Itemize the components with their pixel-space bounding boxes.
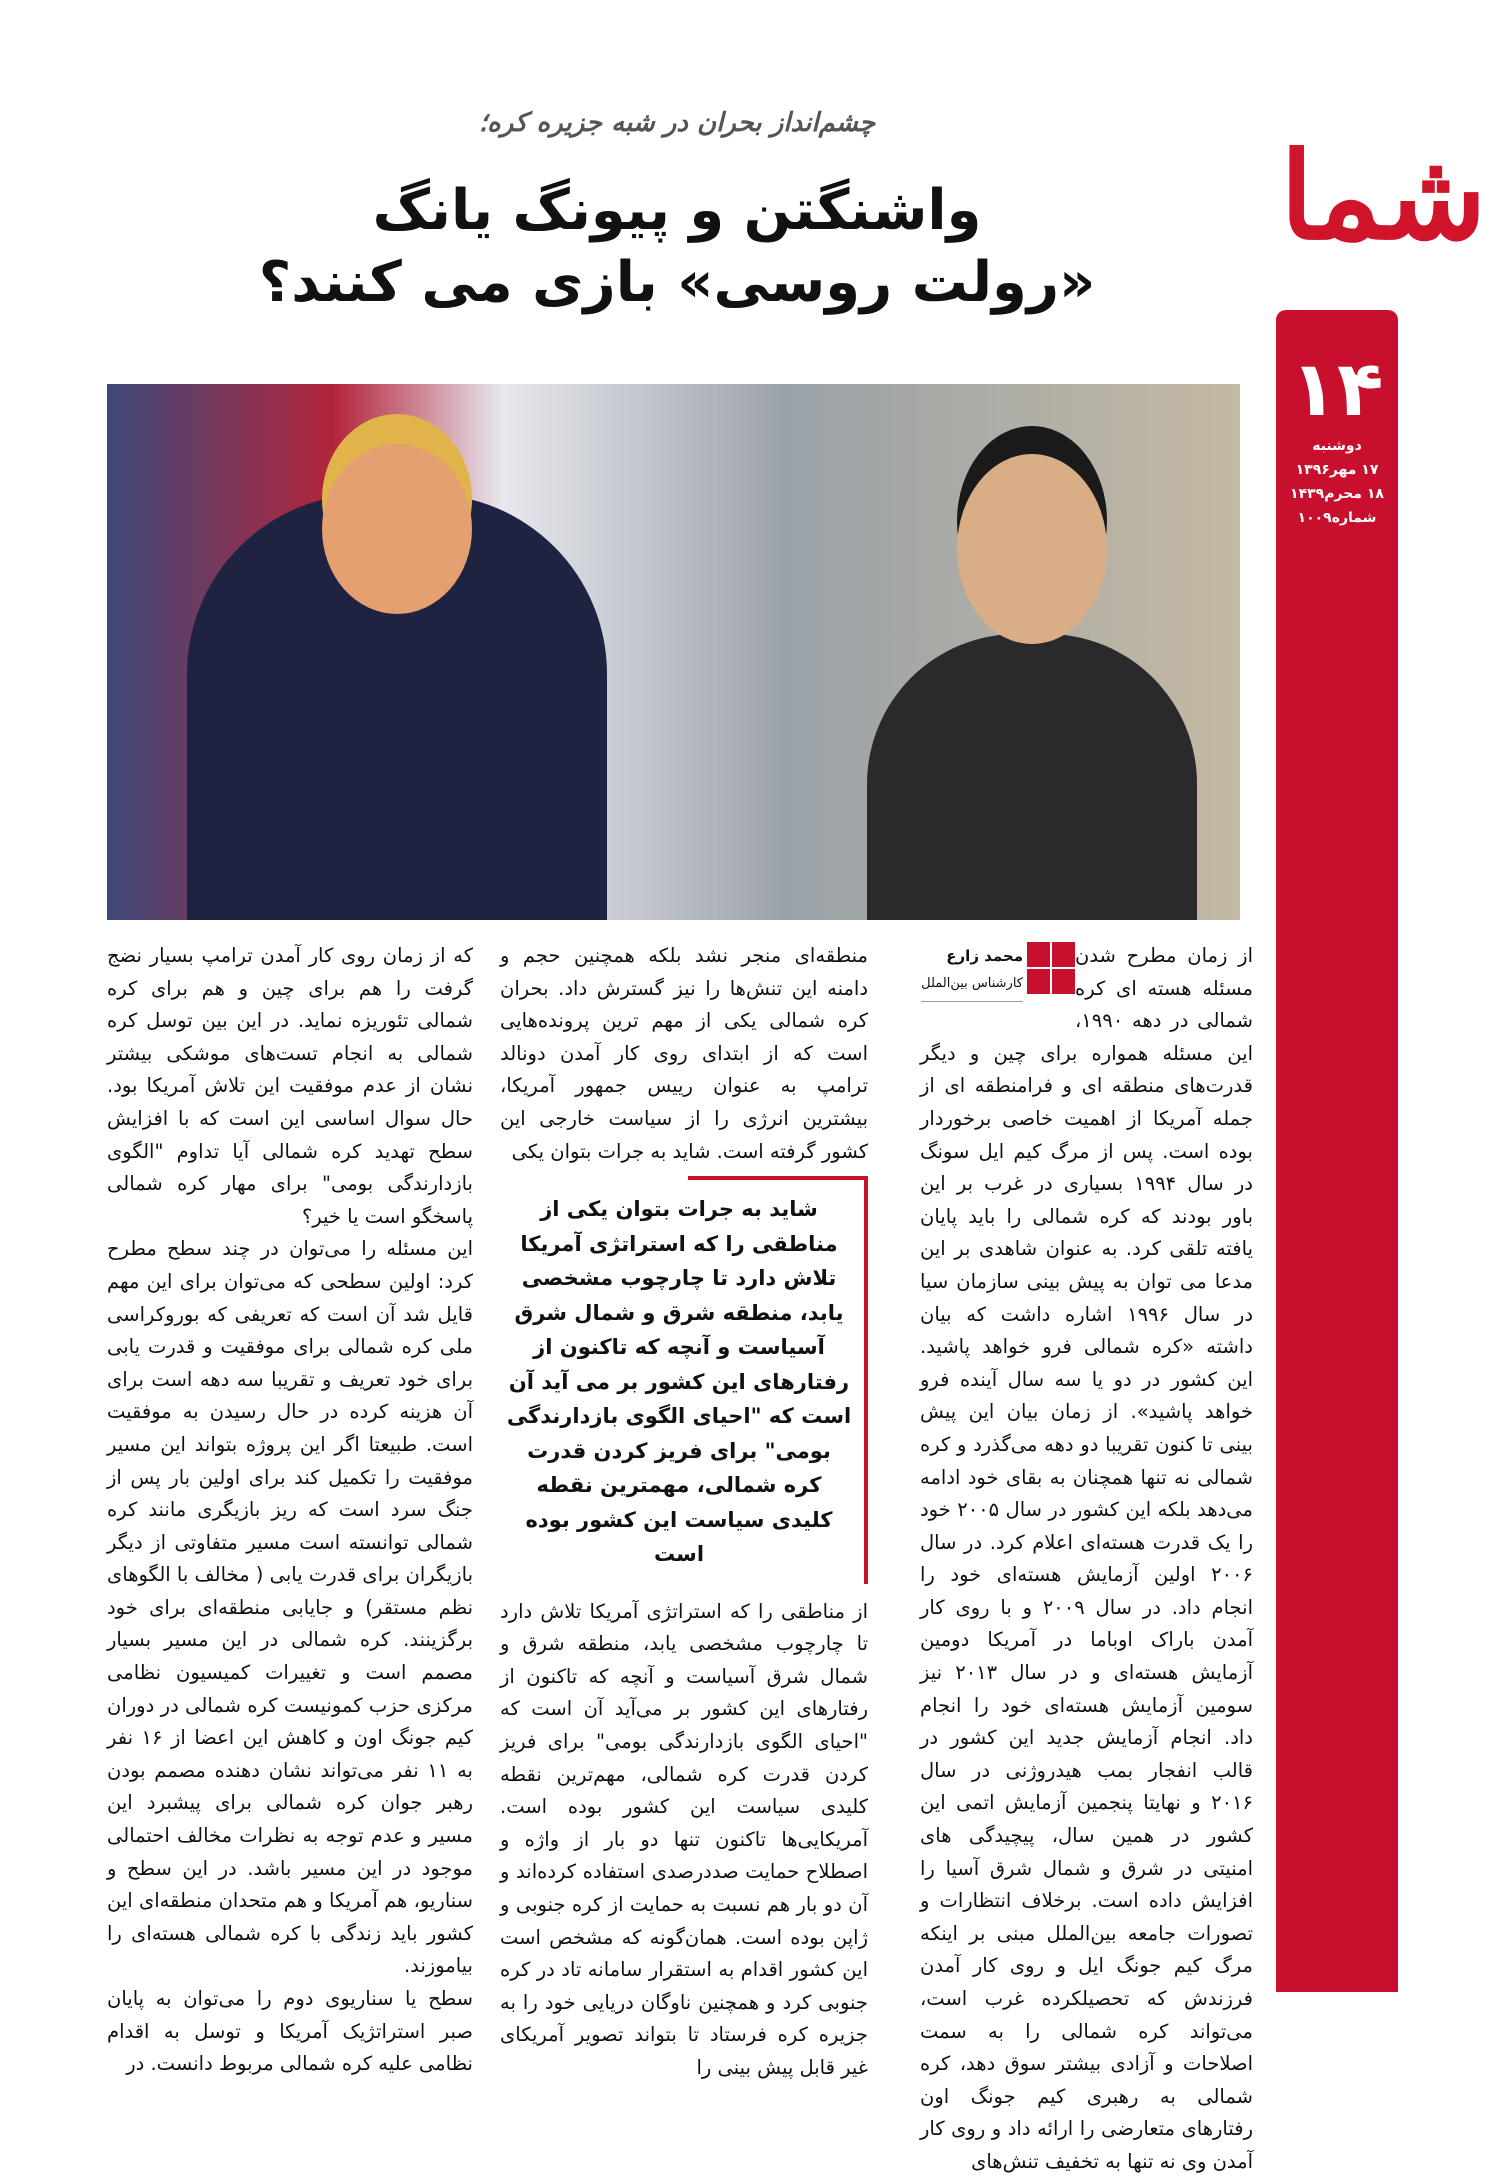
pull-quote: شاید به جرات بتوان یکی از مناطقی را که استراتژی آمریکا تلاش دارد تا چارچوب مشخصی یابد، منطقه شرق و شمال شرق آسیاست و آنچه که تاکنون از رفتارهای این کشور بر می آید آن است که "احیای الگوی بازدارندگی بومی" برای فریز کردن قدرت کره شمالی، مهمترین نقطه کلیدی سیاست این کشور بوده است <box>500 1176 868 1584</box>
article-photo <box>107 384 1240 920</box>
page-info-strip <box>1276 310 1398 1992</box>
paragraph: منطقه‌ای منجر نشد بلکه همچنین حجم و دامنه این تنش‌ها را نیز گسترش داد. بحران کره شمالی یکی از مهم ترین پرونده‌هایی است که از ابتدای روی کار آمدن دونالد ترامپ به عنوان رییس جمهور آمریکا، بیشترین انرژی را از سیاست خارجی این کشور گرفته است. شاید به جرات بتوان یکی <box>500 944 868 1163</box>
author-box <box>921 940 1075 1002</box>
paragraph: که از زمان روی کار آمدن ترامپ بسیار نضج گرفت را هم برای چین و هم برای کره شمالی تئوریزه نماید. در این بین توسل کره شمالی به انجام تست‌های موشکی بیشتر نشان از عدم موفقیت این تلاش آمریکا بود. حال سوال اساسی این است که با افزایش سطح تهدید کره شمالی آیا تداوم "الگوی بازدارندگی بومی" برای مهار کره شمالی پاسخگو است یا خیر؟ <box>107 944 473 1228</box>
day: دوشنبه <box>1312 438 1362 454</box>
author-role: کارشناس بین‌الملل <box>921 968 1023 1002</box>
newspaper-logo: شما <box>1280 126 1487 267</box>
paragraph: سطح یا سناریوی دوم را می‌توان به پایان صبر استراتژیک آمریکا و توسل به اقدام نظامی علیه کره شمالی مربوط دانست. در <box>107 1987 473 2076</box>
issue-number: شماره۱۰۰۹ <box>1297 510 1377 526</box>
paragraph: این مسئله را می‌توان در چند سطح مطرح کرد: اولین سطحی که می‌توان برای این مهم قایل شد آن است که تعریفی که بوروکراسی ملی کره شمالی برای موفقیت و قدرت یابی برای خود تعریف و تقریبا سه دهه است برای آن هزینه کرده در حال رسیدن به موفقیت است. طبیعتا اگر این پروژه بتواند این مسیر موفقیت را تکمیل کند برای اولین بار پس از جنگ سرد است که ریز بازیگری مانند کره شمالی توانسته است مسیر متفاوتی از دیگر بازیگران برای قدرت یابی ( مخالف با الگوهای نظم مستقر) و جایابی منطقه‌ای برای خود برگزینند. کره شمالی در این مسیر بسیار مصمم است و تغییرات کمیسیون نظامی مرکزی حزب کمونیست کره شمالی در دوران کیم جونگ اون و کاهش این اعضا از ۱۶ نفر به ۱۱ نفر می‌تواند نشان دهنده مصمم بودن رهبر جوان کره شمالی برای پیشبرد این مسیر و عدم توجه به نظرات مخالف احتمالی موجود در این مسیر باشد. در این سطح و سناریو، هم آمریکا و هم متحدان منطقه‌ای این کشور باید زندگی با کره شمالی هسته‌ای را بیاموزند. <box>107 1237 473 1978</box>
paragraph: از زمان مطرح شدن مسئله هسته ای کره شمالی در دهه ۱۹۹۰، این مسئله همواره برای چین و دیگر قدرت‌های منطقه ای و فرامنطقه ای از جمله آمریکا از اهمیت خاصی برخوردار بوده است. پس از مرگ کیم ایل سونگ در سال ۱۹۹۴ بسیاری در غرب بر این باور بودند که کره شمالی را باید پایان یافته تلقی کرد. به عنوان شاهدی بر این مدعا می توان به پیش بینی سازمان سیا در سال ۱۹۹۶ اشاره داشت که بیان داشته «کره شمالی فرو خواهد پاشید. این کشور در دو یا سه سال آینده فرو خواهد پاشید». از زمان بیان این پیش بینی تا کنون تقریبا دو دهه می‌گذرد و کره شمالی نه تنها همچنان به بقای خود ادامه می‌دهد بلکه این کشور در سال ۲۰۰۵ خود را یک قدرت هسته‌ای اعلام کرد. در سال ۲۰۰۶ اولین آزمایش هسته‌ای خود را انجام داد. در سال ۲۰۰۹ و با روی کار آمدن باراک اوباما در آمریکا دومین آزمایش هسته‌ای و در سال ۲۰۱۳ نیز سومین آزمایش هسته‌ای خود را انجام داد. انجام آزمایش جدید این کشور در قالب انفجار بمب هیدروژنی در سال ۲۰۱۶ و نهایتا پنجمین آزمایش اتمی این کشور در همین سال، پیچیدگی های امنیتی در شرق و شمال شرق آسیا را افزایش داده است. برخلاف انتظارات و تصورات جامعه بین‌الملل مبنی بر اینکه مرگ کیم جونگ ایل و روی کار آمدن فرزندش که تحصیلکرده غرب است، می‌تواند کره شمالی را به سمت اصلاحات و آزادی بیشتر سوق دهد، کره شمالی به رهبری کیم جونگ اون رفتارهای متعارضی را ارائه داد و روی کار آمدن وی نه تنها به تخفیف تنش‌های <box>920 944 1254 2173</box>
date-lunar: ۱۸ محرم۱۴۳۹ <box>1290 486 1384 502</box>
author-name: محمد زارع <box>946 947 1023 965</box>
photo-head-left <box>322 444 472 614</box>
photo-head-right <box>957 454 1107 644</box>
author-icon <box>1027 942 1075 994</box>
article-kicker: چشم‌انداز بحران در شبه جزیره کره؛ <box>478 108 876 138</box>
article-column-1 <box>920 940 1253 2179</box>
article-column-2 <box>500 940 868 2085</box>
page-number: ۱۴ <box>1290 344 1384 433</box>
title-line-2: «رولت روسی» بازی می کنند؟ <box>258 250 1096 315</box>
title-line-1: واشنگتن و پیونگ یانگ <box>372 178 982 243</box>
article-column-3 <box>107 940 473 2081</box>
photo-figure-right <box>867 634 1197 920</box>
article-title <box>107 175 1247 319</box>
paragraph: از مناطقی را که استراتژی آمریکا تلاش دارد تا چارچوب مشخصی یابد، منطقه شرق و شمال شرق آسیاست و آنچه که تاکنون از رفتارهای این کشور بر می‌آید آن است که "احیای الگوی بازدارندگی بومی" برای فریز کردن قدرت کره شمالی، مهم‌ترین نقطه کلیدی سیاست این کشور بوده است. آمریکایی‌ها تاکنون تنها دو بار از واژه و اصطلاح حمایت صددرصدی استفاده کرده‌اند و آن دو بار هم نسبت به حمایت از کره جنوبی و ژاپن بوده است. همان‌گونه که مشخص است این کشور اقدام به استقرار سامانه تاد در کره جنوبی کرد و همچنین ناوگان دریایی خود را به جزیره کره فرستاد تا بتواند تصویر آمریکای غیر قابل پیش بینی را <box>500 1599 868 2079</box>
date-solar: ۱۷ مهر۱۳۹۶ <box>1295 462 1379 478</box>
